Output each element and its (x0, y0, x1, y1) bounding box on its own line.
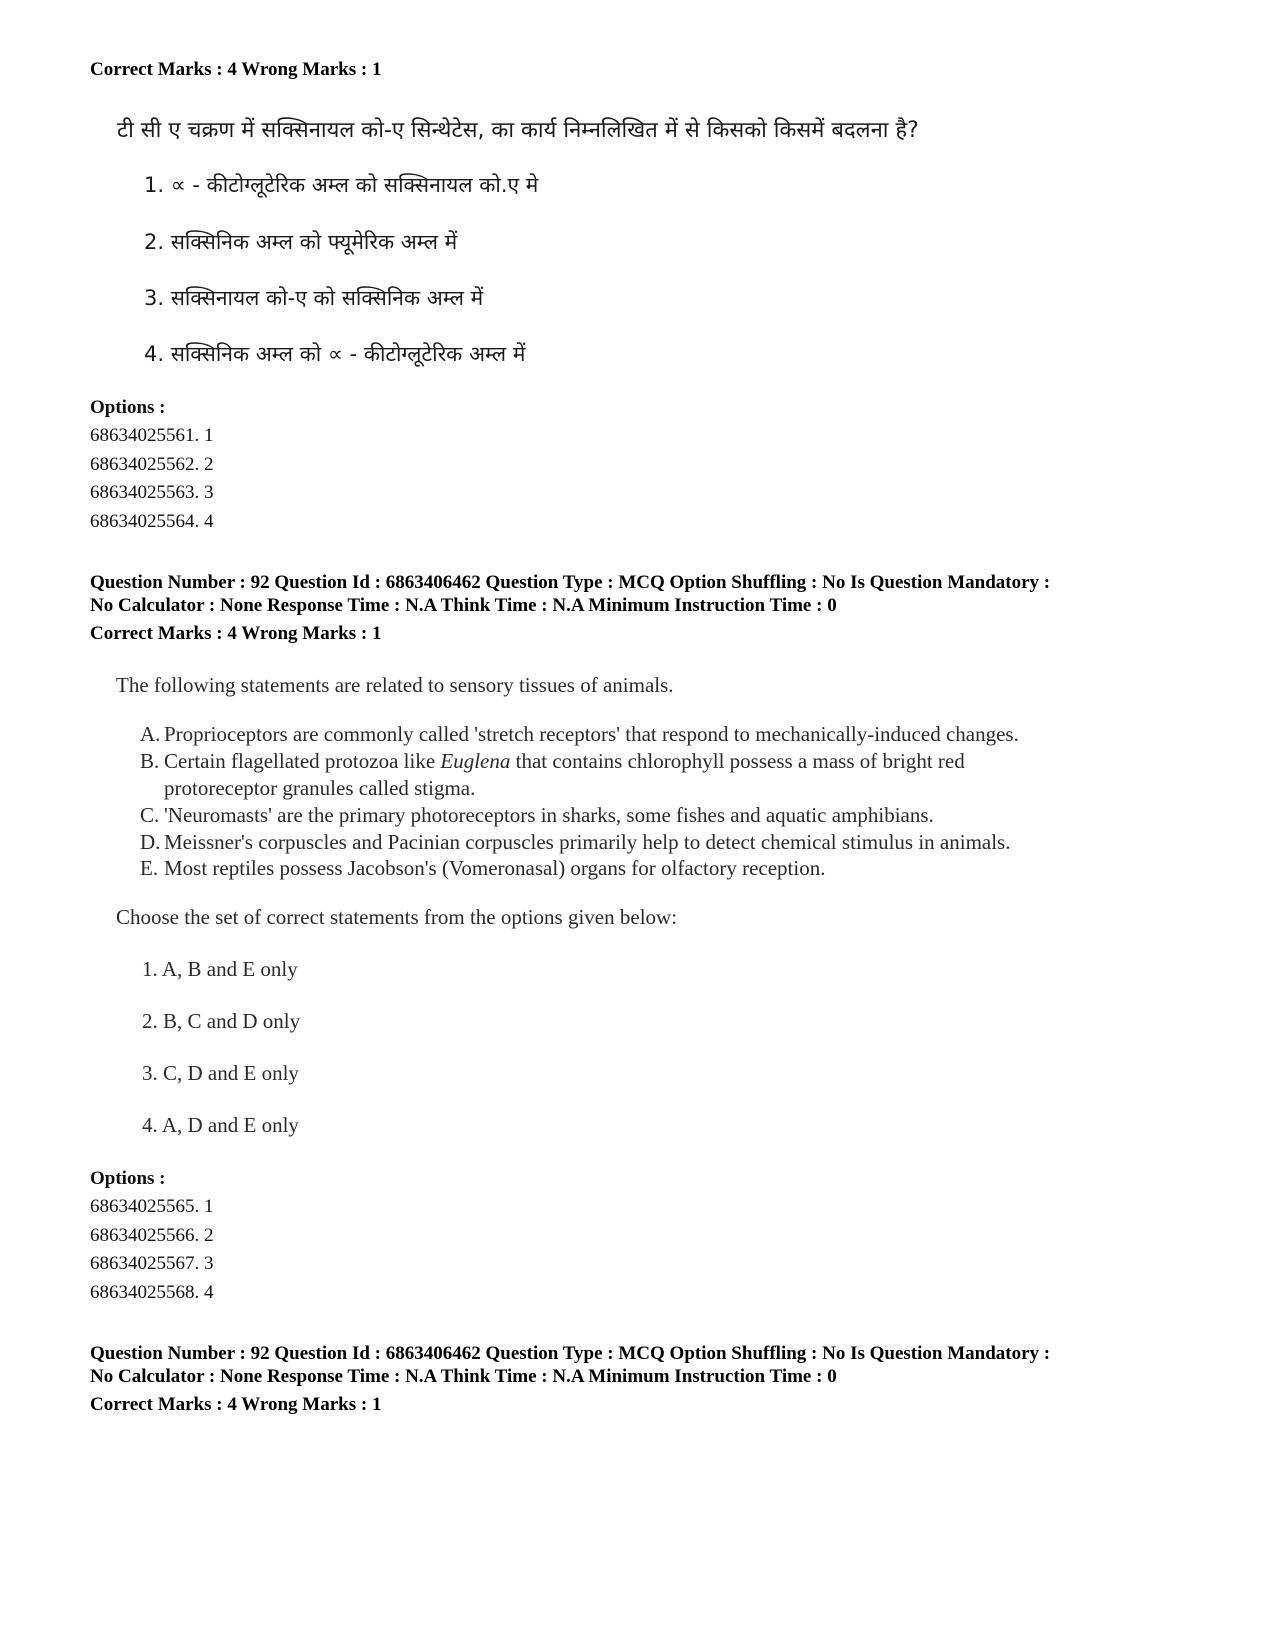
statement-d (140, 829, 1150, 856)
marks-line: Correct Marks : 4 Wrong Marks : 1 (90, 59, 382, 80)
option-item: 68634025563. 3 (90, 482, 214, 503)
statement-text: that contains chlorophyll possess a mass of bright red (510, 749, 965, 773)
statement-label: B. (140, 749, 160, 773)
statement-text-continued: protoreceptor granules called stigma. (164, 776, 476, 800)
question-prompt: Choose the set of correct statements from the options given below: (116, 905, 678, 929)
choice-3: 3. सक्सिनायल को-ए को सक्सिनिक अम्ल में (144, 286, 484, 310)
options-list (90, 1193, 214, 1307)
statement-text: Most reptiles possess Jacobson's (Vomeronasal) organs for olfactory reception. (164, 856, 826, 880)
options-heading: Options : (90, 1168, 166, 1189)
question-header-line1: Question Number : 92 Question Id : 6863406462 Question Type : MCQ Option Shuffling : No Is Question Mandatory : (90, 572, 1051, 593)
option-item: 68634025565. 1 (90, 1196, 214, 1217)
statement-label: C. (140, 803, 160, 827)
choice-1: 1. A, B and E only (142, 957, 298, 981)
question-intro: The following statements are related to sensory tissues of animals. (116, 673, 674, 697)
question-header-line2: No Calculator : None Response Time : N.A Think Time : N.A Minimum Instruction Time : 0 (90, 1366, 837, 1387)
statement-label: D. (140, 830, 161, 854)
option-item: 68634025562. 2 (90, 453, 214, 475)
choice-4: 4. A, D and E only (142, 1113, 299, 1137)
statement-c (140, 802, 1150, 829)
choice-1: 1. ∝ - कीटोग्लूटेरिक अम्ल को सक्सिनायल को.ए मे (144, 173, 539, 197)
marks-line: Correct Marks : 4 Wrong Marks : 1 (90, 1394, 382, 1415)
statement-e (140, 855, 1150, 882)
statement-label: E. (140, 856, 159, 880)
choice-2: 2. सक्सिनिक अम्ल को फ्यूमेरिक अम्ल में (144, 230, 458, 254)
option-item: 68634025561. 1 (90, 425, 214, 446)
question-header-line1: Question Number : 92 Question Id : 6863406462 Question Type : MCQ Option Shuffling : No Is Question Mandatory : (90, 1343, 1051, 1364)
statement-italic-term: Euglena (440, 749, 511, 773)
choice-3: 3. C, D and E only (142, 1061, 299, 1085)
statement-text: Certain flagellated protozoa like (164, 749, 441, 773)
statement-label: A. (140, 722, 161, 746)
question-header-line2: No Calculator : None Response Time : N.A Think Time : N.A Minimum Instruction Time : 0 (90, 595, 837, 616)
statement-a (140, 721, 1150, 748)
option-item: 68634025566. 2 (90, 1224, 214, 1246)
option-item: 68634025567. 3 (90, 1253, 214, 1274)
statement-b (140, 748, 1150, 802)
options-list (90, 422, 214, 536)
choice-4: 4. सक्सिनिक अम्ल को ∝ - कीटोग्लूटेरिक अम्ल में (144, 342, 526, 366)
option-item: 68634025568. 4 (90, 1281, 214, 1303)
statement-text: 'Neuromasts' are the primary photoreceptors in sharks, some fishes and aquatic amphibians. (164, 803, 934, 827)
statement-text: Meissner's corpuscles and Pacinian corpuscles primarily help to detect chemical stimulus in animals. (164, 830, 1011, 854)
option-item: 68634025564. 4 (90, 510, 214, 532)
choice-2: 2. B, C and D only (142, 1009, 301, 1033)
question-text-hindi: टी सी ए चक्रण में सक्सिनायल को-ए सिन्थेटेस, का कार्य निम्नलिखित में से किसको किसमें बदलना है? (117, 118, 919, 143)
marks-line: Correct Marks : 4 Wrong Marks : 1 (90, 623, 382, 644)
statement-text: Proprioceptors are commonly called 'stretch receptors' that respond to mechanically-induced changes. (164, 722, 1019, 746)
options-heading: Options : (90, 397, 166, 418)
